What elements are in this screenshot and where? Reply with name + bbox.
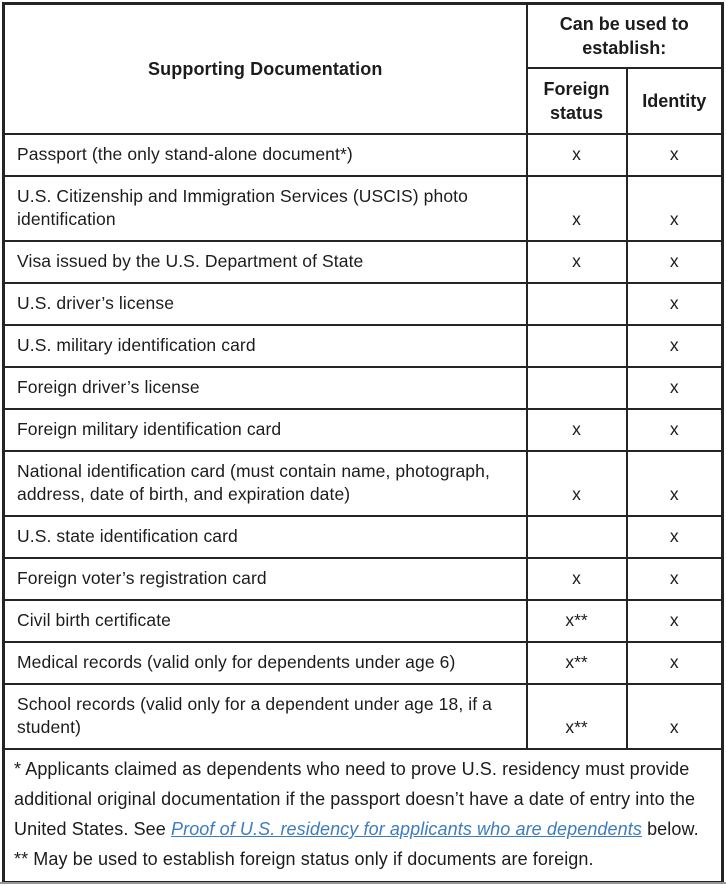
foreign-status-cell <box>527 367 627 409</box>
col-header-identity: Identity <box>627 68 723 134</box>
col-header-foreign-status: Foreign status <box>527 68 627 134</box>
table-row <box>4 684 723 749</box>
table-row <box>4 516 723 558</box>
footnote-asterisk <box>14 754 711 844</box>
table-header <box>4 4 723 135</box>
doc-name-cell: U.S. state identification card <box>4 516 527 558</box>
foreign-status-cell: x** <box>527 600 627 642</box>
doc-name-cell: National identification card (must contain name, photograph, address, date of birth, and expiration date) <box>4 451 527 516</box>
foreign-status-cell: x <box>527 451 627 516</box>
table-row <box>4 558 723 600</box>
identity-cell: x <box>627 176 723 241</box>
footnotes-cell <box>4 749 723 883</box>
identity-cell: x <box>627 325 723 367</box>
doc-name-cell: Civil birth certificate <box>4 600 527 642</box>
table-row <box>4 283 723 325</box>
table-footnotes <box>4 749 723 883</box>
doc-name-cell: U.S. military identification card <box>4 325 527 367</box>
footnote-double-asterisk: ** May be used to establish foreign status only if documents are foreign. <box>14 849 594 869</box>
table-row <box>4 325 723 367</box>
foreign-status-cell: x <box>527 409 627 451</box>
doc-name-cell: U.S. Citizenship and Immigration Services (USCIS) photo identification <box>4 176 527 241</box>
foreign-status-cell: x <box>527 241 627 283</box>
footnote-asterisk-suffix: below. <box>641 819 699 839</box>
foreign-status-cell: x <box>527 558 627 600</box>
table-row <box>4 642 723 684</box>
foreign-status-cell: x <box>527 176 627 241</box>
foreign-status-cell <box>527 325 627 367</box>
foreign-status-cell <box>527 283 627 325</box>
doc-name-cell: U.S. driver’s license <box>4 283 527 325</box>
identity-cell: x <box>627 409 723 451</box>
page-bottom-divider <box>0 882 726 884</box>
table-body <box>4 134 723 749</box>
col-header-can-be-used-to-establish: Can be used to establish: <box>527 4 723 69</box>
identity-cell: x <box>627 451 723 516</box>
doc-name-cell: Passport (the only stand-alone document*) <box>4 134 527 176</box>
identity-cell: x <box>627 134 723 176</box>
col-header-supporting-documentation: Supporting Documentation <box>4 4 527 135</box>
identity-cell: x <box>627 684 723 749</box>
doc-name-cell: Medical records (valid only for dependents under age 6) <box>4 642 527 684</box>
doc-name-cell: Foreign driver’s license <box>4 367 527 409</box>
table-row <box>4 451 723 516</box>
identity-cell: x <box>627 516 723 558</box>
identity-cell: x <box>627 367 723 409</box>
foreign-status-cell: x** <box>527 684 627 749</box>
doc-name-cell: Foreign voter’s registration card <box>4 558 527 600</box>
doc-name-cell: School records (valid only for a dependent under age 18, if a student) <box>4 684 527 749</box>
doc-name-cell: Visa issued by the U.S. Department of State <box>4 241 527 283</box>
supporting-documentation-table <box>2 2 724 884</box>
table-row <box>4 367 723 409</box>
proof-of-residency-link[interactable]: Proof of U.S. residency for applicants who are dependents <box>171 819 642 839</box>
foreign-status-cell: x** <box>527 642 627 684</box>
foreign-status-cell <box>527 516 627 558</box>
footnote-asterisk-text: * Applicants claimed as dependents who need to prove U.S. residency must provide additional original documentation if the passport doesn’t have a date of entry into the United States. See <box>14 759 696 839</box>
identity-cell: x <box>627 241 723 283</box>
table-row <box>4 241 723 283</box>
identity-cell: x <box>627 642 723 684</box>
table-row <box>4 176 723 241</box>
foreign-status-cell: x <box>527 134 627 176</box>
doc-name-cell: Foreign military identification card <box>4 409 527 451</box>
table-row <box>4 409 723 451</box>
identity-cell: x <box>627 600 723 642</box>
identity-cell: x <box>627 558 723 600</box>
table-row <box>4 134 723 176</box>
identity-cell: x <box>627 283 723 325</box>
table-row <box>4 600 723 642</box>
